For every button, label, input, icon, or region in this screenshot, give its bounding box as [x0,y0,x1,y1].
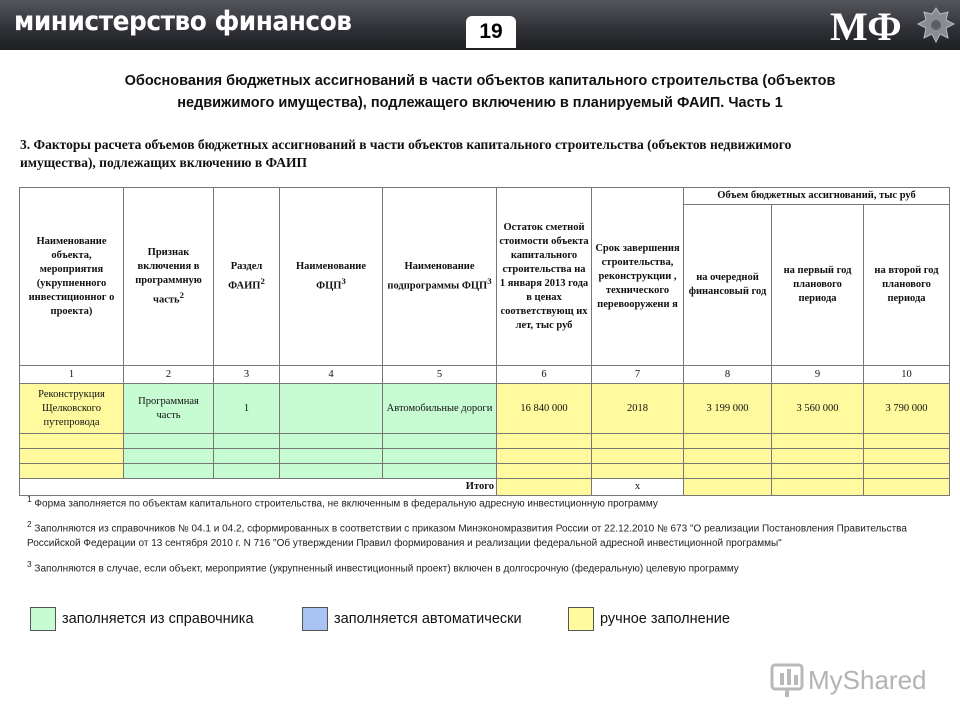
empty-cell[interactable] [20,434,124,449]
column-number-row [20,366,950,384]
table-row [20,464,950,479]
empty-cell[interactable] [124,434,214,449]
legend-label: заполняется автоматически [334,611,522,627]
cell-next-year[interactable]: 3 199 000 [684,384,772,434]
empty-cell[interactable] [383,434,497,449]
header-bar [0,0,960,50]
legend-label: заполняется из справочника [62,611,254,627]
cell-subprogram[interactable]: Автомобильные дороги [383,384,497,434]
column-number: 2 [124,366,214,384]
ministry-logo-icon [828,2,908,46]
total-label: Итого [20,479,497,496]
header-subprogram-name: Наименование подпрограммы ФЦП$^3$ [383,188,497,366]
cell-second-plan-year[interactable]: 3 790 000 [864,384,950,434]
column-number: 6 [497,366,592,384]
column-number: 5 [383,366,497,384]
header-completion-date: Срок завершения строительства, реконструкции , технического перевооружени я [592,188,684,366]
myshared-watermark [766,655,956,705]
cell-completion[interactable]: 2018 [592,384,684,434]
empty-cell[interactable] [684,464,772,479]
header-budget-group: Объем бюджетных ассигнований, тыс руб [684,188,950,205]
empty-cell[interactable] [684,449,772,464]
empty-cell[interactable] [383,464,497,479]
header-first-plan-year: на первый год планового периода [772,205,864,366]
column-number: 7 [592,366,684,384]
header-second-plan-year: на второй год планового периода [864,205,950,366]
cell-faip-section[interactable]: 1 [214,384,280,434]
empty-cell[interactable] [280,449,383,464]
empty-cell[interactable] [684,434,772,449]
column-number: 3 [214,366,280,384]
empty-cell[interactable] [864,434,950,449]
header-next-year: на очередной финансовый год [684,205,772,366]
empty-cell[interactable] [497,464,592,479]
empty-cell[interactable] [497,449,592,464]
empty-cell[interactable] [214,449,280,464]
empty-cell[interactable] [592,449,684,464]
logo-text: МФ [830,4,902,46]
legend-swatch [30,607,56,631]
footnote-3: $^3$ Заполняются в случае, если объект, мероприятие (укрупненный инвестиционный проект) включен в долгосрочную (федеральную) целевую программу [27,558,739,574]
header-object-name: Наименование объекта, мероприятия (укрупненного инвестиционног о проекта) [20,188,124,366]
legend-swatch [302,607,328,631]
empty-cell[interactable] [592,464,684,479]
table-row [20,434,950,449]
empty-cell[interactable] [383,449,497,464]
page-title-line1: Обоснования бюджетных ассигнований в части объектов капитального строительства (объектов [124,73,836,89]
page-title-line2: недвижимого имущества), подлежащего включению в планируемый ФАИП. Часть 1 [177,95,783,111]
column-number: 9 [772,366,864,384]
table-row [20,449,950,464]
empty-cell[interactable] [772,449,864,464]
section-heading-line1: 3. Факторы расчета объемов бюджетных ассигнований в части объектов капитального строительства (объектов недвижимого [20,137,792,152]
cell-fcp-name[interactable] [280,384,383,434]
empty-cell[interactable] [497,434,592,449]
empty-cell[interactable] [280,464,383,479]
empty-cell[interactable] [214,464,280,479]
section-heading-line2: имущества), подлежащих включению в ФАИП [20,155,308,170]
ministry-title: министерство финансов [14,6,352,37]
empty-cell[interactable] [280,434,383,449]
footnote-1: $^1$ Форма заполняется по объектам капитального строительства, не включенным в федеральную адресную инвестиционную программу [27,494,658,510]
cell-object-name[interactable]: Реконструкция Щелковского путепровода [20,384,124,434]
header-program-sign: Признак включения в программную часть$^2$ [124,188,214,366]
footnote-2: $^2$ Заполняются из справочников № 04.1 и 04.2, сформированных в соответствии с приказом Минэкономразвития России от 22.12.2010 № 673 "О реализации Постановления Правительства Российской Федерации от 13 сентября 2010 г. N 716 "Об утверждении Правил формирования и реализации федеральной адресной инвестиционной программы" [27,519,907,549]
footnotes [27,492,937,582]
total-x: х [592,479,684,496]
page-number: 19 [466,16,516,48]
cell-program-sign[interactable]: Программная часть [124,384,214,434]
allocation-table [19,187,950,496]
empty-cell[interactable] [124,449,214,464]
empty-cell[interactable] [214,434,280,449]
column-number: 1 [20,366,124,384]
empty-cell[interactable] [20,449,124,464]
header-remaining-cost: Остаток сметной стоимости объекта капитального строительства на 1 января 2013 года в ценах соответствующ их лет, тыс руб [497,188,592,366]
header-fcp-name: Наименование ФЦП$^3$ [280,188,383,366]
empty-cell[interactable] [864,464,950,479]
coat-of-arms-icon [914,4,958,46]
watermark-text: MyShared [808,665,927,695]
column-number: 4 [280,366,383,384]
cell-first-plan-year[interactable]: 3 560 000 [772,384,864,434]
column-number: 10 [864,366,950,384]
section-heading [20,136,950,172]
presentation-icon [772,665,802,697]
legend-swatch [568,607,594,631]
empty-cell[interactable] [772,434,864,449]
empty-cell[interactable] [592,434,684,449]
empty-cell[interactable] [20,464,124,479]
empty-cell[interactable] [772,464,864,479]
page-title [80,70,880,114]
cell-remaining-cost[interactable]: 16 840 000 [497,384,592,434]
legend-label: ручное заполнение [600,611,730,627]
column-number: 8 [684,366,772,384]
table-row [20,384,950,434]
empty-cell[interactable] [124,464,214,479]
empty-cell[interactable] [864,449,950,464]
header-faip-section: Раздел ФАИП$^2$ [214,188,280,366]
